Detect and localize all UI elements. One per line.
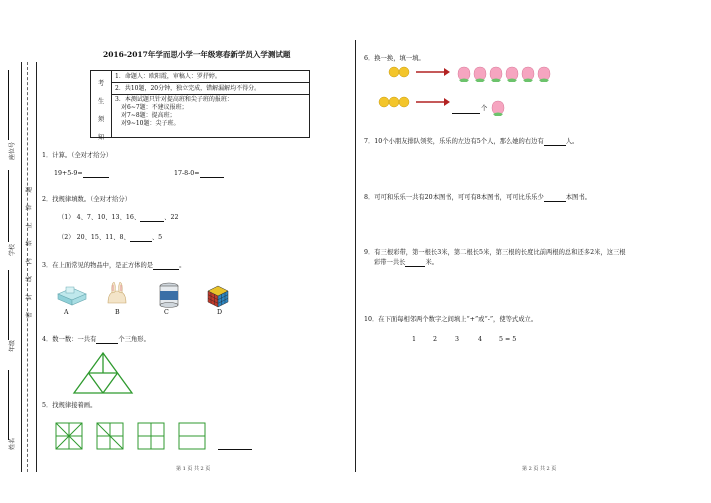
q3-option-c: C (164, 309, 169, 316)
grade-blank[interactable] (8, 270, 9, 340)
q6-unit: 个 (481, 105, 488, 112)
q3-option-b: B (115, 309, 120, 316)
q1-answer-b[interactable] (200, 171, 224, 178)
notice-item-3: 3．本测试题只针对提高班和尖子班的报班： 对6~7题：不建议报班； 对7~8题：提高班； 对9~10题：尖子班。 (115, 96, 233, 127)
q9-line2: 彩带一共长 米。 (374, 259, 439, 266)
q2-answer-1[interactable] (140, 215, 164, 222)
q10-prompt: 10．在下面每相邻两个数字之间填上“+”或“-”，使等式成立。 (364, 316, 538, 323)
q2-prompt: 2．找规律填数。（全对才给分） (42, 196, 132, 203)
q1-expr-a: 19+5-9= (54, 170, 109, 178)
q10-num-1: 1 (412, 336, 417, 343)
q2-row2: （2） 20、15、11、8、 、5 (58, 234, 163, 241)
grade-label: 年级 (9, 339, 16, 352)
q1-answer-a[interactable] (83, 171, 109, 178)
q2-answer-2[interactable] (130, 235, 152, 242)
q9-line1: 9．有三根彩带，第一根长3米，第二根长5米，第三根的长度比前两根的总和还多2米，这三根 (364, 249, 626, 256)
seat-blank[interactable] (8, 70, 9, 140)
q6-prompt: 6．换一换，填一填。 (364, 55, 425, 62)
notice-label: 考 生 须 知 (91, 71, 112, 137)
q2-row1: （1） 4、7、10、13、16、 、22 (58, 214, 179, 221)
q6-row2-figure (376, 94, 466, 114)
q10-num-4: 4 (478, 336, 483, 343)
right-footer: 第 2 页 共 2 页 (522, 466, 557, 472)
notice-box (90, 70, 310, 141)
margin-line-outer (21, 62, 22, 472)
margin-line-inner (36, 62, 37, 472)
q1-expr-b: 17-8-0= (174, 170, 224, 178)
q6-peach-icon (490, 98, 506, 117)
q4-answer[interactable] (96, 337, 118, 344)
q6-answer-blank[interactable] (452, 113, 480, 114)
q10-num-5: 5 = 5 (499, 336, 517, 343)
q10-num-3: 3 (455, 336, 460, 343)
q7-prompt: 7．10个小朋友排队领奖，乐乐的左边有5个人，那么她的右边有 人。 (364, 138, 579, 145)
q3-item-d-image (206, 284, 230, 308)
q3-item-c-image (158, 282, 180, 308)
q5-pattern-figure (55, 421, 215, 451)
school-blank[interactable] (8, 170, 9, 242)
q3-item-b-image (104, 281, 130, 307)
left-footer: 第 1 页 共 2 页 (176, 466, 211, 472)
q3-item-a-image (56, 284, 88, 306)
q7-answer[interactable] (544, 139, 566, 146)
q8-prompt: 8．可可和乐乐一共有20本图书，可可有8本图书，可可比乐乐少 本图书。 (364, 194, 591, 201)
notice-item-1: 1．命题人：欧阳霞，审稿人：罗抒婷。 (111, 71, 309, 83)
q5-prompt: 5．找规律接着画。 (42, 402, 97, 409)
q4-prompt: 4．数一数：一共有 个三角形。 (42, 336, 150, 343)
notice-item-2: 2．共10题，20分钟，独立完成，错解漏解均不得分。 (111, 83, 309, 95)
name-label: 姓名 (9, 437, 16, 450)
q5-answer-blank[interactable] (218, 449, 252, 450)
q10-num-2: 2 (433, 336, 438, 343)
q4-triangle-figure (72, 351, 134, 395)
q6-row1-figure (386, 64, 566, 84)
q3-option-d: D (217, 309, 223, 316)
seat-label: 座位号 (9, 141, 16, 160)
school-label: 学校 (9, 243, 16, 256)
q3-option-a: A (64, 309, 69, 316)
q3-answer[interactable] (153, 263, 179, 270)
page-divider (355, 40, 356, 472)
name-blank[interactable] (8, 370, 9, 440)
q1-prompt: 1．计算。（全对才给分） (42, 152, 113, 159)
q8-answer[interactable] (544, 195, 566, 202)
q3-prompt: 3．在上面常见的物品中，是正方体的是 。 (42, 262, 186, 269)
q9-answer[interactable] (405, 260, 425, 267)
page-title: 2016-2017年学而思小学一年级寒春新学员入学测试题 (103, 50, 291, 59)
seal-warning: 密 封 线 内 禁 止 答 题 (26, 181, 33, 318)
